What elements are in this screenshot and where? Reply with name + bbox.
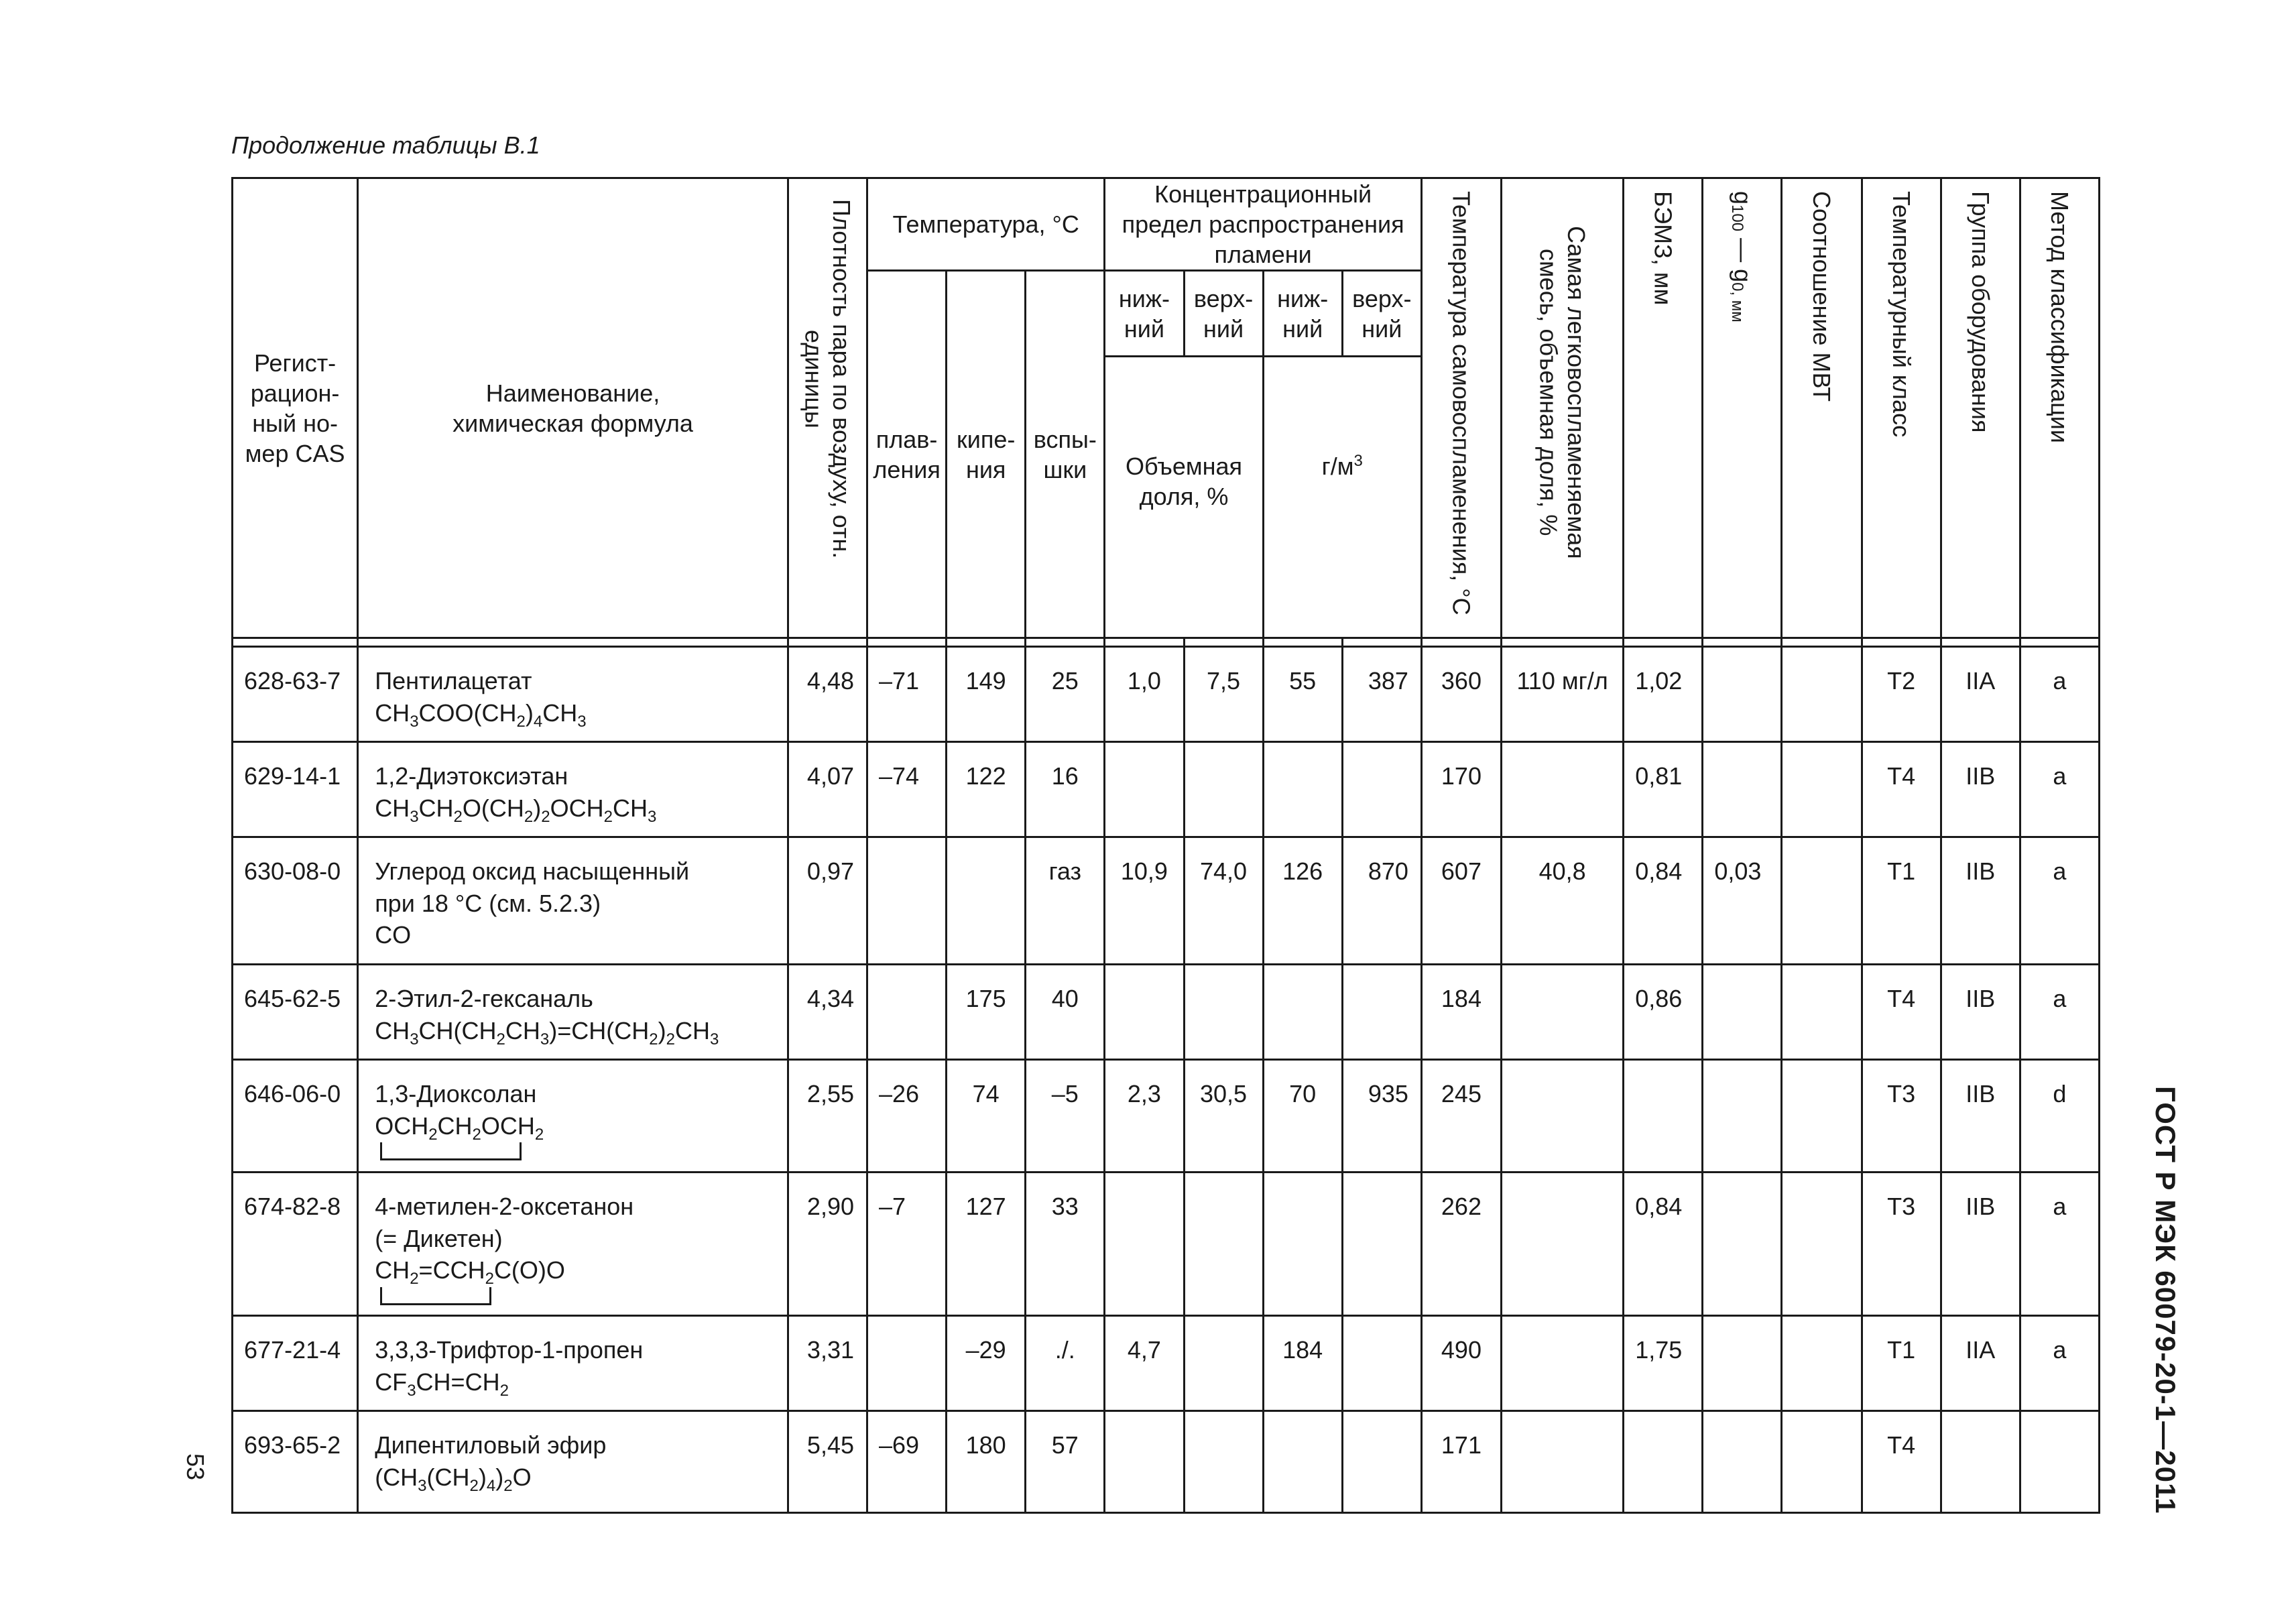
cell-lo-g: 184 [1263,1316,1342,1411]
cell-group: IIA [1941,647,2020,742]
chemical-formula: $CF_3CH=CH_2$ [375,1368,509,1400]
substance-name-line2: при 18 °С (см. 5.2.3) [375,889,601,917]
cell-tclass: Т1 [1862,1316,1941,1411]
cell-g100 [1703,742,1782,837]
cell-flash: 25 [1026,647,1105,742]
cell-density: 4,07 [788,742,867,837]
cell-g100 [1703,1173,1782,1316]
cell-bemz: 0,84 [1624,1173,1703,1316]
cell-method: a [2020,742,2099,837]
table-row [233,1173,2100,1316]
cell-easiest [1502,965,1624,1060]
cell-mvt [1782,1173,1862,1316]
substance-name: 4-метилен-2-оксетанон [375,1193,634,1220]
cell-autoign: 490 [1421,1316,1501,1411]
header-bemz: БЭМЗ, мм [1624,178,1703,638]
header-density: Плотность пара по воздуху, отн. единицы [788,178,867,638]
cell-bemz: 1,02 [1624,647,1703,742]
cell-name [358,965,788,1060]
cell-up-g [1342,742,1421,837]
cell-melt [867,965,947,1060]
cell-up-v [1184,1411,1263,1513]
cell-mvt [1782,1060,1862,1173]
cell-group: IIB [1941,965,2020,1060]
table-row [233,837,2100,965]
cell-autoign: 262 [1421,1173,1501,1316]
substance-name: 1,3-Диоксолан [375,1080,537,1107]
cell-boil: 175 [947,965,1026,1060]
header-g100: $g_{100}$ — $g_{0, мм}$ [1703,178,1782,638]
header-separator [233,638,2100,647]
substance-name: Углерод оксид насыщенный [375,857,690,885]
cell-autoign: 170 [1421,742,1501,837]
header-vol-fraction: Объемная доля, % [1105,357,1263,638]
cell-cas: 645-62-5 [233,965,358,1060]
cell-flash: газ [1026,837,1105,965]
cell-density: 5,45 [788,1411,867,1513]
cell-up-g [1342,965,1421,1060]
cell-group: IIA [1941,1316,2020,1411]
cell-cas: 693-65-2 [233,1411,358,1513]
cell-group: IIB [1941,742,2020,837]
cell-flash: –5 [1026,1060,1105,1173]
substance-name: Дипентиловый эфир [375,1431,607,1459]
cell-bemz: 0,84 [1624,837,1703,965]
cell-easiest: 110 мг/л [1502,647,1624,742]
cell-up-v [1184,1173,1263,1316]
standard-code: ГОСТ Р МЭК 60079-20-1—2011 [2150,1086,2181,1514]
cell-g100: 0,03 [1703,837,1782,965]
header-method: Метод классификации [2020,178,2099,638]
cell-density: 2,55 [788,1060,867,1173]
cell-up-v: 7,5 [1184,647,1263,742]
cell-cas: 629-14-1 [233,742,358,837]
header-limits: Концентрационный предел распространения пламени [1105,178,1422,271]
cell-lo-g: 126 [1263,837,1342,965]
substance-name: 1,2-Диэтоксиэтан [375,762,568,790]
header-melting: плав-ления [867,271,947,638]
header-autoign: Температура самовоспламенения, °С [1421,178,1501,638]
cell-bemz: 0,86 [1624,965,1703,1060]
cell-bemz [1624,1060,1703,1173]
header-tclass: Температурный класс [1862,178,1941,638]
cell-method: a [2020,647,2099,742]
cell-density: 0,97 [788,837,867,965]
header-lower-g: ниж-ний [1263,271,1342,357]
chemical-formula: $CH_2=CCH_2C(O)O$ [375,1254,776,1305]
cell-lo-g [1263,1411,1342,1513]
cell-lo-v [1105,965,1184,1060]
cell-g100 [1703,965,1782,1060]
table-row [233,742,2100,837]
cell-tclass: Т3 [1862,1060,1941,1173]
header-flash: вспы-шки [1026,271,1105,638]
cell-mvt [1782,965,1862,1060]
header-upper-g: верх-ний [1342,271,1421,357]
cell-lo-v: 1,0 [1105,647,1184,742]
cell-mvt [1782,647,1862,742]
cell-up-g: 387 [1342,647,1421,742]
cell-cas: 628-63-7 [233,647,358,742]
cell-up-g [1342,1316,1421,1411]
table-row [233,1411,2100,1513]
substance-name: 3,3,3-Трифтор-1-пропен [375,1336,644,1364]
cell-lo-v [1105,1173,1184,1316]
cell-method: a [2020,965,2099,1060]
cell-boil: 180 [947,1411,1026,1513]
header-upper-vol: верх-ний [1184,271,1263,357]
cell-name [358,647,788,742]
cell-g100 [1703,1411,1782,1513]
cell-lo-g: 70 [1263,1060,1342,1173]
cell-tclass: Т4 [1862,742,1941,837]
header-cas: Регист-рацион-ный но-мер CAS [233,178,358,638]
chemical-formula: $OCH_2CH_2OCH_2$ [375,1110,776,1161]
cell-cas: 674-82-8 [233,1173,358,1316]
cell-boil: –29 [947,1316,1026,1411]
chemical-formula: $CH_3CH(CH_2CH_3)=CH(CH_2)_2CH_3$ [375,1016,719,1048]
cell-boil: 127 [947,1173,1026,1316]
cell-name [358,1316,788,1411]
header-easiest: Самая легковоспламеняемая смесь, объемная доля, % [1502,178,1624,638]
cell-tclass: Т3 [1862,1173,1941,1316]
cell-up-v: 74,0 [1184,837,1263,965]
cell-boil: 74 [947,1060,1026,1173]
cell-lo-g [1263,742,1342,837]
substance-name-line2: (= Дикетен) [375,1224,503,1252]
cell-group: IIB [1941,837,2020,965]
cell-easiest [1502,1316,1624,1411]
header-group: Группа оборудования [1941,178,2020,638]
cell-g100 [1703,1060,1782,1173]
cell-boil [947,837,1026,965]
header-mvt: Соотношение МВТ [1782,178,1862,638]
cell-name [358,837,788,965]
cell-autoign: 184 [1421,965,1501,1060]
cell-autoign: 360 [1421,647,1501,742]
cell-easiest [1502,1411,1624,1513]
cell-group [1941,1411,2020,1513]
cell-melt: –26 [867,1060,947,1173]
cell-density: 4,34 [788,965,867,1060]
cell-lo-v [1105,742,1184,837]
cell-up-v [1184,965,1263,1060]
cell-method: a [2020,1316,2099,1411]
cell-method: d [2020,1060,2099,1173]
data-table [231,177,2100,1514]
cell-lo-g [1263,1173,1342,1316]
cell-melt [867,837,947,965]
cell-flash: 33 [1026,1173,1105,1316]
cell-tclass: Т4 [1862,965,1941,1060]
cell-lo-v: 4,7 [1105,1316,1184,1411]
chemical-formula: $CH_3COO(CH_2)_4CH_3$ [375,699,587,731]
substance-name: Пентилацетат [375,667,532,695]
cell-density: 4,48 [788,647,867,742]
header-temperature: Температура, °С [867,178,1105,271]
header-lower-vol: ниж-ний [1105,271,1184,357]
cell-g100 [1703,647,1782,742]
cell-method [2020,1411,2099,1513]
cell-density: 3,31 [788,1316,867,1411]
chemical-formula: CO [375,921,412,949]
cell-tclass: Т2 [1862,647,1941,742]
cell-flash: 40 [1026,965,1105,1060]
cell-lo-v: 2,3 [1105,1060,1184,1173]
cell-easiest [1502,742,1624,837]
cell-group: IIB [1941,1060,2020,1173]
header-name: Наименование, химическая формула [358,178,788,638]
chemical-formula: $CH_3CH_2O(CH_2)_2OCH_2CH_3$ [375,794,657,826]
chemical-formula: $(CH_3(CH_2)_4)_2O$ [375,1463,532,1495]
cell-name [358,1173,788,1316]
cell-autoign: 245 [1421,1060,1501,1173]
cell-bemz [1624,1411,1703,1513]
cell-mvt [1782,837,1862,965]
cell-boil: 122 [947,742,1026,837]
table-row [233,1060,2100,1173]
cell-melt [867,1316,947,1411]
cell-bemz: 0,81 [1624,742,1703,837]
cell-mvt [1782,742,1862,837]
cell-up-v [1184,742,1263,837]
cell-bemz: 1,75 [1624,1316,1703,1411]
cell-boil: 149 [947,647,1026,742]
cell-lo-g [1263,965,1342,1060]
cell-cas: 677-21-4 [233,1316,358,1411]
cell-flash: ./. [1026,1316,1105,1411]
cell-autoign: 171 [1421,1411,1501,1513]
table-row [233,965,2100,1060]
substance-name: 2-Этил-2-гексаналь [375,985,593,1012]
cell-mvt [1782,1316,1862,1411]
cell-up-g [1342,1173,1421,1316]
table-row [233,1316,2100,1411]
table-row [233,647,2100,742]
cell-melt: –74 [867,742,947,837]
cell-method: a [2020,1173,2099,1316]
cell-flash: 16 [1026,742,1105,837]
page-number: 53 [182,1453,209,1481]
cell-up-g: 870 [1342,837,1421,965]
cell-melt: –69 [867,1411,947,1513]
cell-mvt [1782,1411,1862,1513]
cell-lo-v [1105,1411,1184,1513]
cell-tclass: Т4 [1862,1411,1941,1513]
cell-easiest [1502,1173,1624,1316]
cell-flash: 57 [1026,1411,1105,1513]
cell-melt: –7 [867,1173,947,1316]
cell-g100 [1703,1316,1782,1411]
cell-easiest [1502,1060,1624,1173]
cell-name [358,742,788,837]
header-gm3: г/м $^3$ [1263,357,1421,638]
cell-lo-g: 55 [1263,647,1342,742]
cell-up-g [1342,1411,1421,1513]
header-boiling: кипе-ния [947,271,1026,638]
cell-up-v: 30,5 [1184,1060,1263,1173]
cell-easiest: 40,8 [1502,837,1624,965]
cell-density: 2,90 [788,1173,867,1316]
cell-lo-v: 10,9 [1105,837,1184,965]
cell-name [358,1411,788,1513]
table-caption: Продолжение таблицы В.1 [231,131,540,159]
cell-group: IIB [1941,1173,2020,1316]
cell-autoign: 607 [1421,837,1501,965]
cell-up-v [1184,1316,1263,1411]
cell-cas: 630-08-0 [233,837,358,965]
cell-melt: –71 [867,647,947,742]
cell-method: a [2020,837,2099,965]
cell-cas: 646-06-0 [233,1060,358,1173]
cell-up-g: 935 [1342,1060,1421,1173]
cell-tclass: Т1 [1862,837,1941,965]
cell-name [358,1060,788,1173]
